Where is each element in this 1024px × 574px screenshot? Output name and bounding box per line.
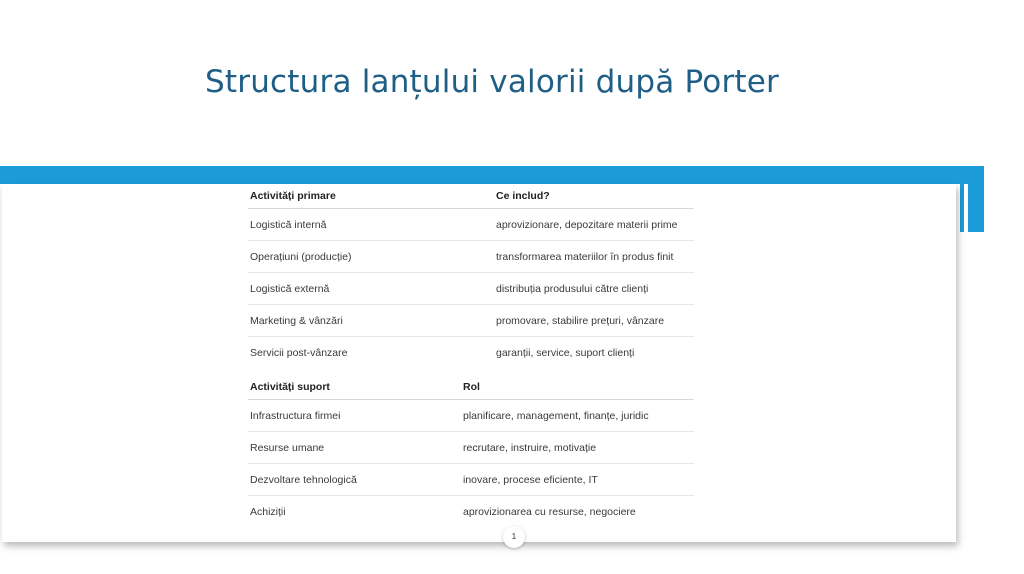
activity-cell: Logistică externă (250, 282, 330, 295)
description-cell: aprovizionare, depozitare materii prime (496, 218, 678, 231)
table-row (248, 464, 694, 496)
activity-cell: Servicii post-vânzare (250, 346, 348, 359)
header-cell: Activități primare (250, 190, 336, 202)
header-cell: Ce includ? (496, 190, 550, 202)
description-cell: promovare, stabilire prețuri, vânzare (496, 314, 665, 327)
table-row (248, 305, 694, 337)
header-cell: Activități suport (250, 381, 330, 393)
table-row (248, 209, 694, 241)
support-activities-table (248, 375, 694, 527)
table-row (248, 273, 694, 305)
description-cell: garanții, service, suport clienți (496, 346, 635, 359)
table-row (248, 337, 694, 368)
header-cell: Rol (463, 381, 480, 393)
description-cell: distribuția produsului către clienți (496, 282, 649, 295)
activity-cell: Achiziții (250, 505, 286, 518)
table-row (248, 496, 694, 527)
accent-band (0, 166, 968, 184)
role-cell: planificare, management, finanțe, juridic (463, 409, 649, 422)
activity-cell: Infrastructura firmei (250, 409, 341, 422)
page-indicator-button[interactable]: 1 (503, 526, 525, 548)
role-cell: recrutare, instruire, motivație (463, 441, 597, 454)
slide-title: Structura lanțului valorii după Porter (205, 64, 779, 100)
table-row (248, 432, 694, 464)
activity-cell: Resurse umane (250, 441, 325, 454)
accent-bar-thin (960, 166, 964, 232)
activity-cell: Marketing & vânzări (250, 314, 343, 327)
activity-cell: Logistică internă (250, 218, 327, 231)
role-cell: aprovizionarea cu resurse, negociere (463, 505, 636, 518)
table-row (248, 400, 694, 432)
description-cell: transformarea materiilor în produs finit (496, 250, 674, 263)
activity-cell: Operațiuni (producție) (250, 250, 352, 263)
activity-cell: Dezvoltare tehnologică (250, 473, 357, 486)
table-header-row (248, 184, 694, 209)
table-row (248, 241, 694, 273)
accent-bar-thick (968, 166, 984, 232)
primary-activities-table (248, 184, 694, 368)
table-header-row (248, 375, 694, 400)
role-cell: inovare, procese eficiente, IT (463, 473, 598, 486)
